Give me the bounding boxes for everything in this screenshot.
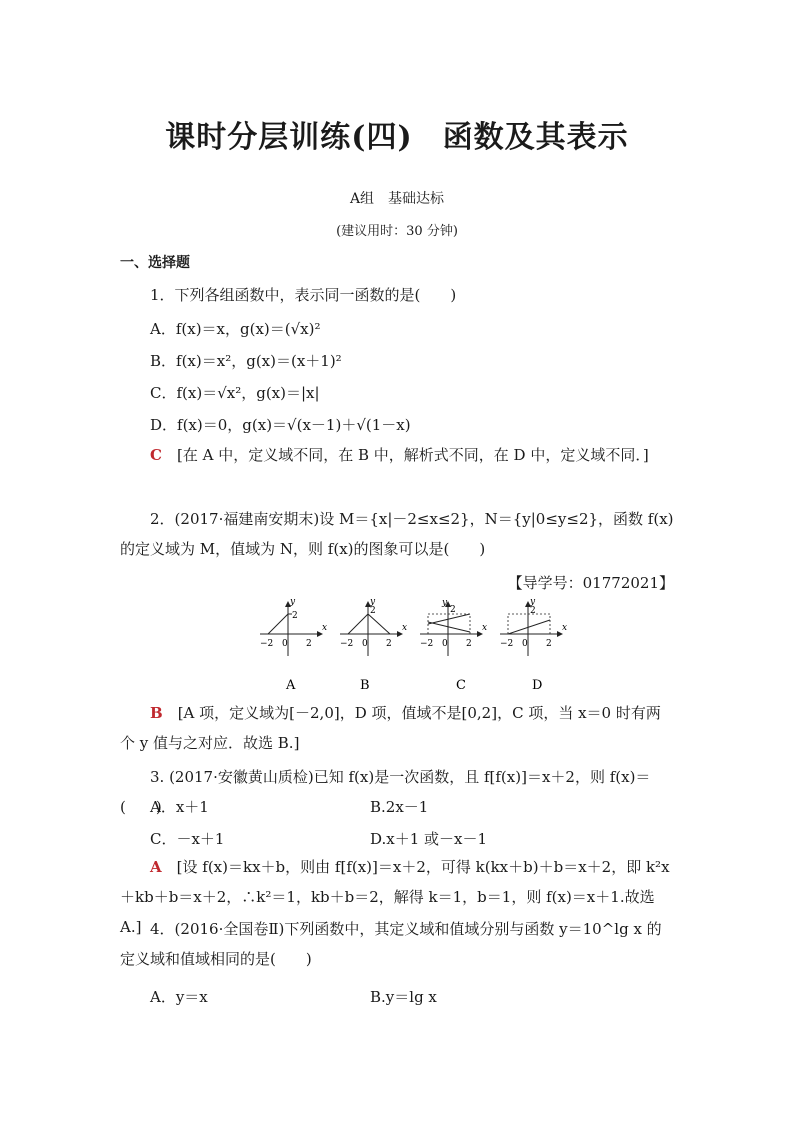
q3-explain: [设 f(x)＝kx＋b，则由 f[f(x)]＝x＋2，可得 k(kx＋b)＋b＝x＋2，即 k²x＋kb＋b＝x＋2，∴k²＝1，kb＋b＝2，解得 k＝1，b＝1，则 f(x)＝x＋1.故选 A.] [120,858,670,936]
svg-text:−2: −2 [340,639,354,649]
svg-text:0: 0 [442,639,448,649]
graph-a [260,597,327,693]
svg-text:y: y [290,597,296,607]
q1-solution [120,440,674,470]
page-title [0,112,794,156]
q2-stem-text: 2．(2017·福建南安期末)设 M＝{x|－2≤x≤2}，N＝{y|0≤y≤2}，函数 f(x)的定义域为 M，值域为 N，则 f(x)的图象可以是( ) [120,510,674,558]
q4-stem [120,914,674,974]
title-part2: 函数及其表示 [442,120,629,155]
svg-text:2: 2 [292,611,298,621]
group-heading: A组 基础达标 [349,191,445,207]
svg-text:0: 0 [362,639,368,649]
q3-answer: A [150,858,162,876]
q3-option-b: B.2x－1 [370,798,429,816]
svg-text:2: 2 [546,639,552,649]
graph-d-label: D [532,678,543,693]
q4-option-b: B.y＝lg x [370,988,437,1006]
svg-text:2: 2 [306,639,312,649]
graph-d [500,597,567,693]
svg-text:x: x [322,623,328,633]
graph-a-label: A [286,678,296,693]
svg-text:2: 2 [450,605,456,615]
q4-option-a: A．y＝x [150,988,208,1006]
svg-text:2: 2 [466,639,472,649]
q3-option-a: A．x＋1 [150,798,209,816]
svg-text:y: y [530,597,536,607]
graph-c [420,598,487,693]
svg-text:−2: −2 [260,639,274,649]
q1-stem: 1．下列各组函数中，表示同一函数的是( ) [150,286,457,304]
svg-text:−2: −2 [500,639,514,649]
q2-stem [120,504,674,564]
q2-graphs [250,596,580,696]
svg-text:2: 2 [530,606,536,616]
graph-c-label: C [456,678,466,693]
q3-option-d: D.x＋1 或－x－1 [370,830,488,848]
q2-ref-number: 【导学号：01772021】 [507,574,674,592]
graph-b-label: B [360,678,370,693]
title-part1: 课时分层训练(四) [165,120,413,155]
svg-text:2: 2 [370,606,376,616]
q3-stem-text: 3. (2017·安徽黄山质检)已知 f(x)是一次函数，且 f[f(x)]＝x＋2，则 f(x)＝( ) [120,768,651,816]
q2-answer: B [150,704,163,722]
q1-option-b: B．f(x)＝x²，g(x)＝(x＋1)² [150,352,342,370]
q1-option-c: C．f(x)＝√x²，g(x)＝|x| [150,384,320,402]
q1-option-d: D．f(x)＝0，g(x)＝√(x－1)＋√(1－x) [150,416,411,434]
q3-option-c: C．－x＋1 [150,830,225,848]
section-heading: 一、选择题 [120,255,190,271]
q1-option-a: A．f(x)＝x，g(x)＝(√x)² [150,320,321,338]
graph-b [340,597,407,693]
svg-text:0: 0 [282,639,288,649]
q2-solution [120,698,674,758]
time-hint: (建议用时：30 分钟) [336,224,458,239]
svg-text:x: x [482,623,488,633]
q1-explain: [在 A 中，定义域不同，在 B 中，解析式不同，在 D 中，定义域不同．] [176,446,649,464]
svg-text:−2: −2 [420,639,434,649]
svg-text:2: 2 [386,639,392,649]
q1-answer: C [150,446,162,464]
svg-text:x: x [402,623,408,633]
q4-stem-text: 4．(2016·全国卷Ⅱ)下列函数中，其定义域和值域分别与函数 y＝10^lg x 的定义域和值域相同的是( ) [120,920,662,968]
svg-text:y: y [370,597,376,607]
svg-text:y: y [442,598,448,608]
svg-text:0: 0 [522,639,528,649]
svg-text:x: x [562,623,568,633]
q2-explain: [A 项，定义域为[－2,0]，D 项，值域不是[0,2]，C 项，当 x＝0 时有两个 y 值与之对应．故选 B.] [120,704,661,752]
